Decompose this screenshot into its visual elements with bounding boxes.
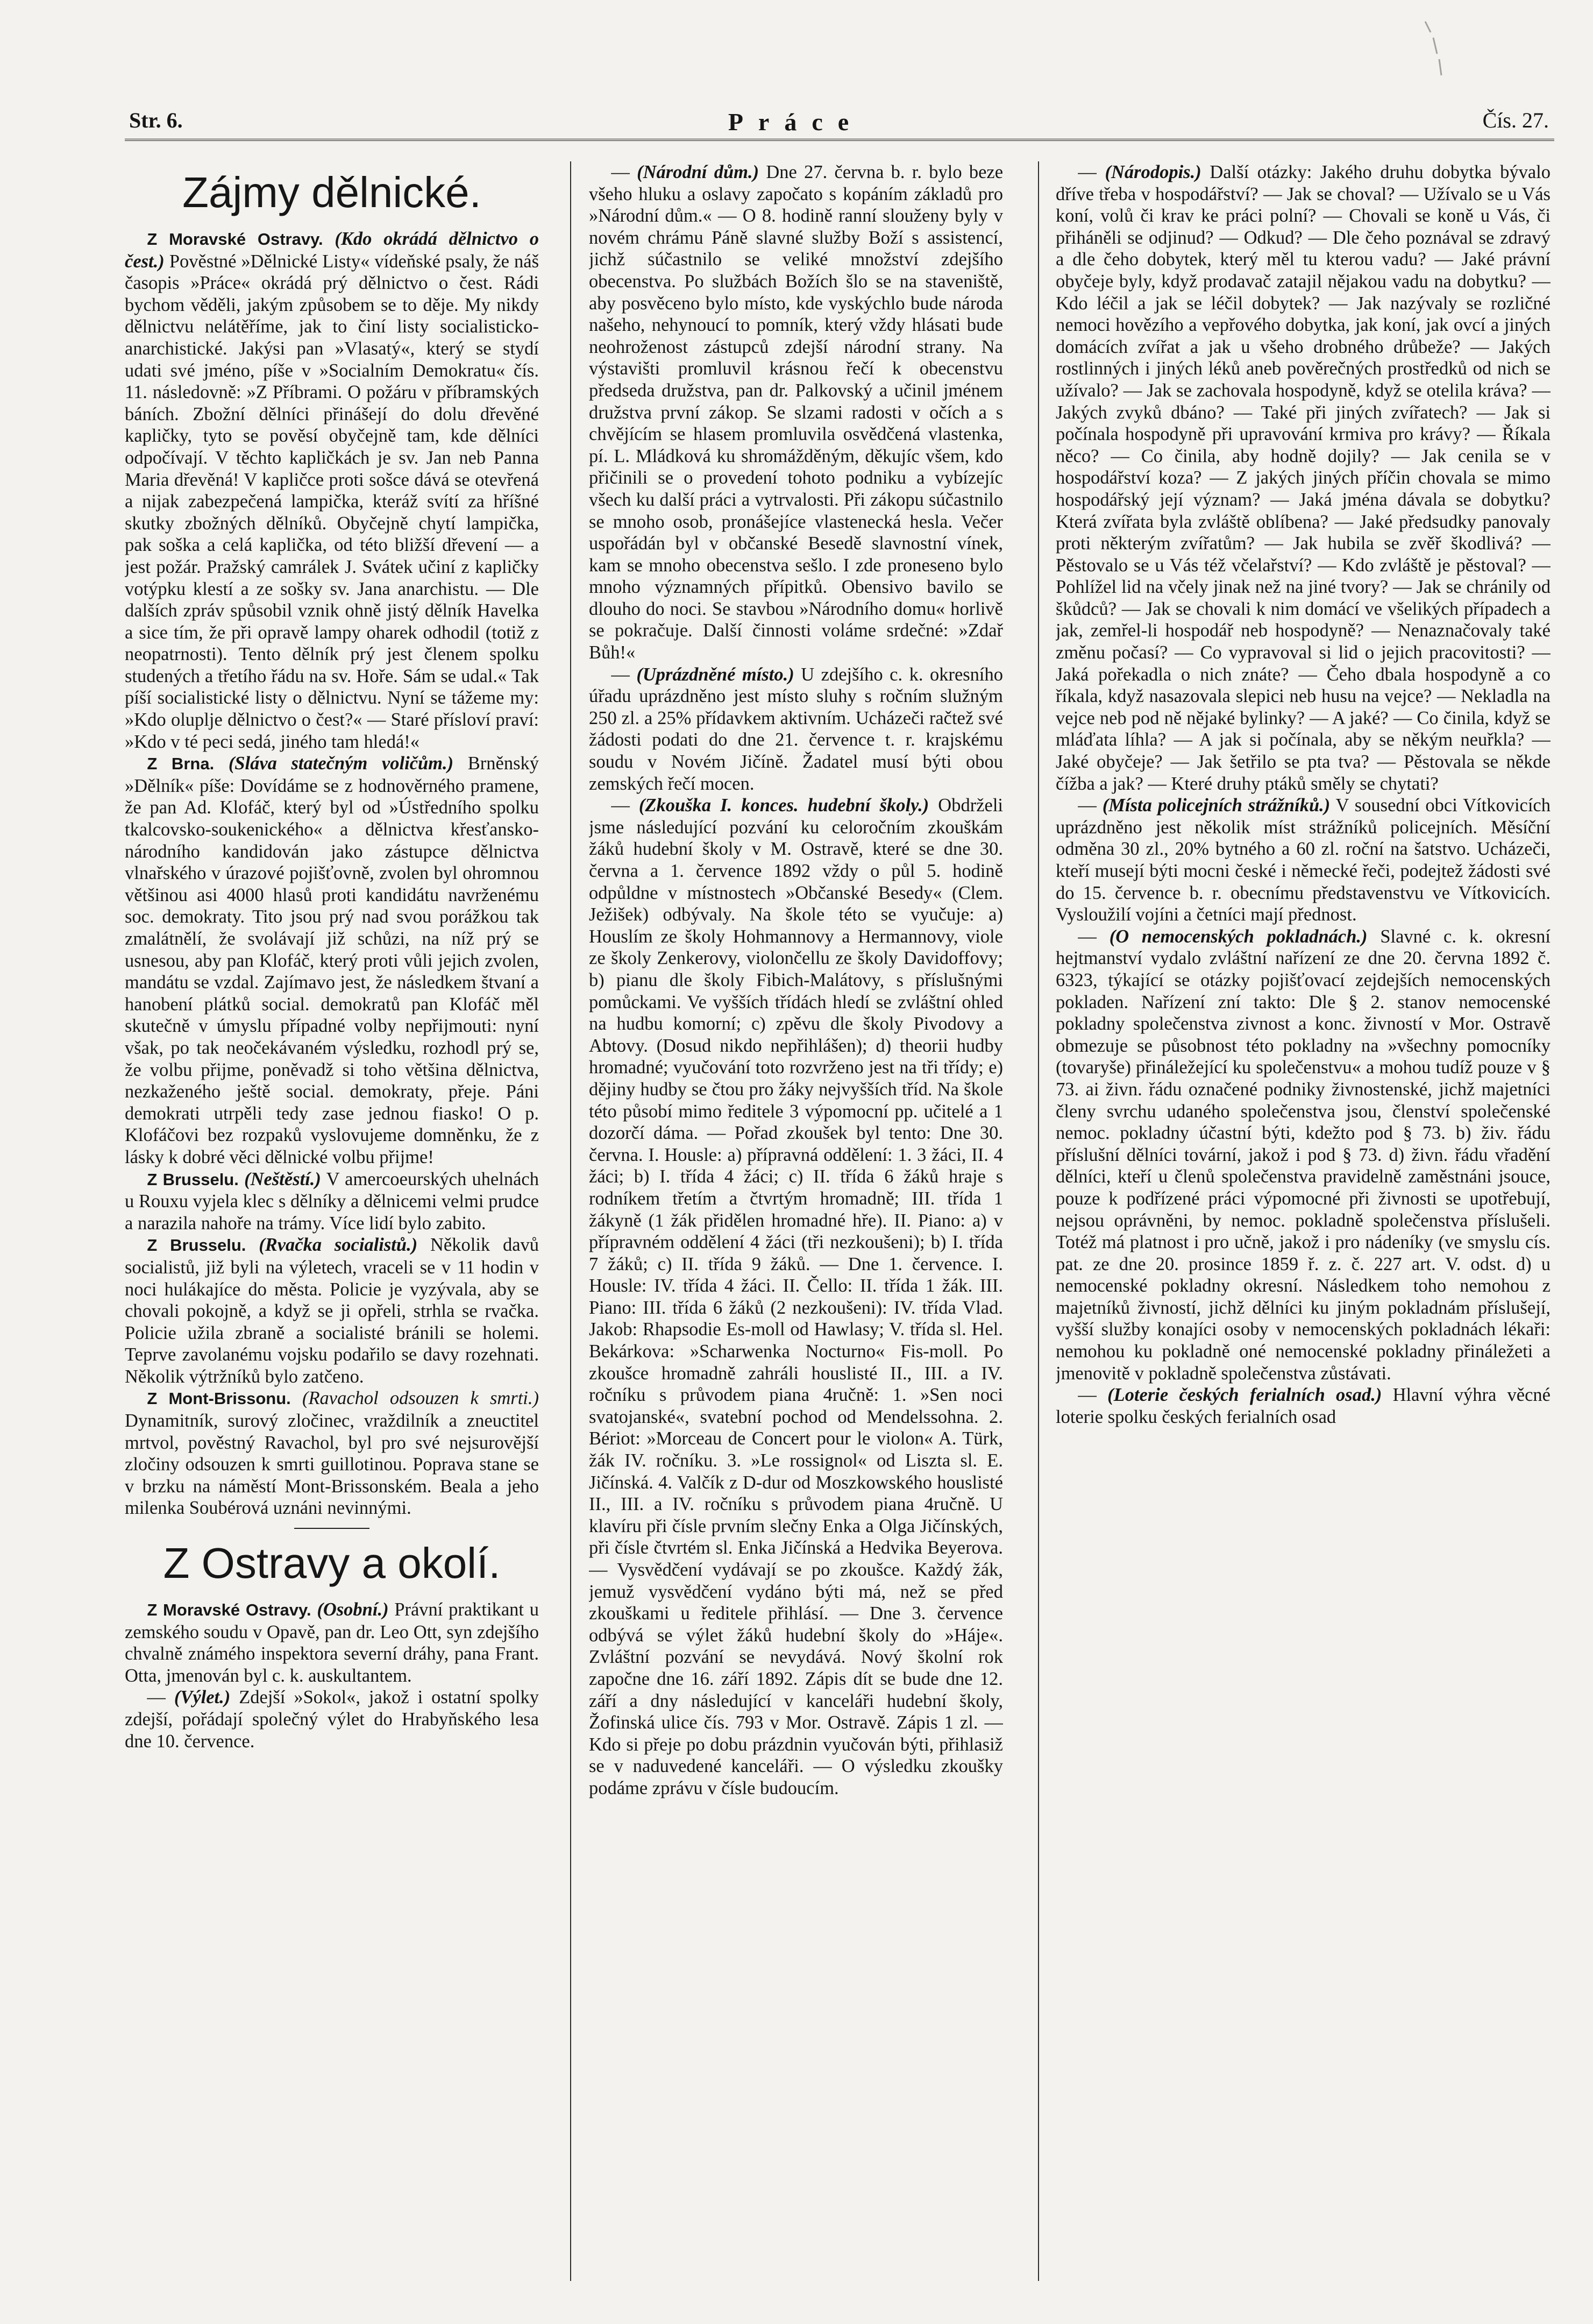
column-divider-2 [1038,161,1039,2281]
article-mont-brisson: Z Mont-Brissonu. (Ravachol odsouzen k smrti.) Dynamitník, surový zločinec, vraždilník a zneuctitel mrtvol, pověstný Ravachol, byl pro své nejsurovější zločiny odsouzen k smrti guillotinou. Poprava stane se v brzku na náměstí Mont-Brissonském. Beala a jeho milenka Soubérová uznáni nevinnými. [125,1388,539,1519]
article-narodopis: — (Národopis.) Další otázky: Jakého druhu dobytka bývalo dříve třeba v hospodářství? — Jak se choval? — Užívalo se u Vás koní, volů či krav ke práci polní? — Chovali se koně u Vás, či přiháněli se odjinud? — Odkud? — Dle čeho poznával se zdravý a dle čeho dobytek, který měl tu kterou vadu? — Jaké právní obyčeje byly, když prodavač zatajil nějakou vadu na dobytku? — Kdo léčil a jak se léčil dobytek? — Jak nazývaly se rozličné nemoci hovězího a vepřového dobytka, jak koní, jak ovcí a jiných domácích zvířat a jak u všeho drobného drůbeže? — Jakých rostlinných i jiných léků aneb pověrečných prostředků od nich se užívalo? — Jak se zachovala hospodyně, když se otelila kráva? — Jakých zvyků dbáno? — Také při jiných zvířatech? — Jak si počínala hospodyně při upravování krmiva pro krávy? — Říkala něco? — Co činila, aby hodně dojily? — Jak cenila se v hospodářství koza? — Z jakých jiných příčin chovala se mimo hospodářský její význam? — Jaká jména dávala se dobytku? Která zvířata byla zvláště oblíbena? — Jaké předsudky panovaly proti některým zvířatům? — Jak hubila se zvěř škodlivá? — Pěstovalo se u Vás též včelařství? — Kdo zvláště je pěstoval? — Pohlížel lid na včely jinak než na jiné tvory? — Jak se chránily od škůdců? — Jak se chovali k nim domácí ve všelikých případech a jak, zemřel-li hospodář neb hospodyně? — Nenaznačovaly také změnu počasí? — Co vypravoval si lid o jejich pracovitosti? — Jaká pořekadla o nich znáte? — Čeho dbala hospodyně a co říkala, když nasazovala slepici neb husu na vejce? — Nekladla na vejce neb pod ně nějaké bylinky? — A jaké? — Co činila, když se mláďata líhla? — A jak si počínala, aby se někým neuřkla? — Jaké obyčeje? — Jak šetřilo se pta tva? — Pěstovala se někde čížba a jak? — Které druhy ptáků směly se chytati? [1056,162,1551,794]
article-loterie: — (Loterie českých ferialních osad.) Hlavní výhra věcné loterie spolku českých ferialních osad [1056,1385,1551,1427]
newspaper-title: Práce [728,108,864,136]
article-uprazdnene-misto: — (Uprázdněné místo.) U zdejšího c. k. okresního úřadu uprázdněno jest místo sluhy s ročním služným 250 zl. a 25% přídavkem aktivním. Ucházeči račtež své žádosti podati do dne 21. července t. r. krajskému soudu v Novém Jičíně. Žadatel musí býti obou zemských řečí mocen. [589,664,1003,794]
article-brussel-1: Z Brusselu. (Neštěstí.) V amercoeurských uhelnách u Rouxu vyjela klec s dělníky a dělnicemi velmi prudce a narazila nahoře na trámy. Více lidí bylo zabito. [125,1168,539,1234]
article-narodni-dum: — (Národní dům.) Dne 27. června b. r. bylo beze všeho hluku a oslavy započato s kopáním základů pro »Národní dům.« — O 8. hodině ranní slouženy byly v novém chrámu Páně slavné služby Boží s assistencí, jichž súčastnilo se veliké množství zdejšího obecenstva. Po službách Božích šlo se na staveniště, aby posvěceno bylo místo, kde vyskýchlo bude národa našeho, nehynoucí to pomník, který vždy hlásati bude neohroženost zástupců zdejší národní strany. Na výstavišti promluvil krásnou řečí k obecenstvu předseda družstva, pan dr. Palkovský a učinil jménem družstva první zákop. Se slzami radosti v očích a s chvějícím se hlasem promluvila osvědčená vlastenka, pí. L. Mládková ku shromážděným, děkujíc všem, kdo přičinili se o provedení tohoto podniku a vybízejíc všech ku další práci a vytrvalosti. Při zákopu súčastnilo se mnoho osob, pronášejíce vlastenecká hesla. Večer uspořádán byl v občanské Besedě slavnostní vínek, kam se mnoho obecenstva sešlo. I zde proneseno bylo mnoho významných přípitků. Obensivo bavilo se dlouho do noci. Se stavbou »Národního domu« horlivě se pokračuje. Další činnosti voláme srdečné: »Zdař Bůh!« [589,162,1003,663]
column-2 [589,161,1003,2281]
article-vylet: — (Výlet.) Zdejší »Sokol«, jakož i ostatní spolky zdejší, pořádají společný výlet do Hrabyňského lesa dne 10. července. [125,1687,539,1752]
column-3 [1056,161,1551,2281]
scan-smudge-decoration [1420,16,1452,81]
section-end-rule [294,1528,369,1529]
article-nemocenske-pokladny: — (O nemocenských pokladnách.) Slavné c. k. okresní hejtmanství vydalo zvláštní nařízení ze dne 20. června 1892 č. 6323, týkající se otázky pojišťovací zejdejších nemocenských pokladen. Nařízení zní takto: Dle § 2. stanov nemocenské pokladny společenstva zivnost a konc. živností v Mor. Ostravě obmezuje se působnost této pokladny na »všechny pomocníky (tovaryše) přináležející ku společenstvu« a mohou tudíž pouze v § 73. ai živn. řádu označené podniky živnostenské, jichž majetníci členy svrchu udaného společenstva jsou, členství společenské nemoc. pokladny účastní býti, kdežto pod § 73. b) živ. řádu příslušní dělníci tovární, jakož i pod § 73. d) živn. řádu vřadění dělníci, kteří u členů společenstva pravidelně zaměstnáni jsouce, pouze k podřízené práci výpomocné při živnosti se upotřebují, nejsou oprávněni, by nemoc. pokladně společenstva příslušeli. Totéž má platnost i pro učně, jakož i pro nádeníky (ve smyslu cís. pat. ze dne 20. prosince 1859 ř. z. č. 227 art. V. odst. d) u nemocenské pokladny okresní. Následkem toho nemohou z majetníků živností, jichž dělníci ku jiným pokladnám příslušejí, vyšší služby konajíci osoby v nemocenských pokladnách lékaři: nemohou ku pokladně oné nemocenské pokladny přináležeti a jmenovitě v pokladně společenstva zůstávati. [1056,926,1551,1384]
section-title-ostrava: Z Ostravy a okolí. [163,1539,501,1588]
article-moravska-ostrava: Z Moravské Ostravy. (Kdo okrádá dělnictvo o čest.) Pověstné »Dělnické Listy« vídeňské psaly, že náš časopis »Práce« okrádá prý dělnictvo o čest. Rádi bychom věděli, jakým způsobem se to děje. My nikdy dělnictvu nelátěříme, jak to činí listy socialisticko-anarchistické. Jakýsi pan »Vlasatý«, který se stydí udati své jméno, píše v »Socialním Demokratu« čís. 11. následovně: »Z Příbrami. O požáru v příbramských báních. Zbožní dělníci přinášejí do dolu dřevěné kapličky, tyto se pověsí obyčejně tam, kde dělníci odpočívají. V těchto kapličkách je sv. Jan neb Panna Maria dřevěná! V kapličce proti sošce dává se otevřená a nijak zabezpečená lampička, kteráž svítí za hříšné skutky zbožných dělníků. Obyčejně chytí lampička, pak soška a celá kaplička, od této bližší dřevení — a jest požár. Pražský camrálek J. Svátek učiní z kapličky votýpku klestí a ze sošky sv. Jana anarchistu. — Dle dalších zpráv spůsobil vznik ohně jistý dělník Havelka a sice tím, že při opravě lampy oharek odhodil (totiž z neopatrnosti). Tento dělník prý jest členem spolku studených a třetího řádu na sv. Hoře. Sám se udal.« Tak píší socialistické listy o dělnictvu. Nyní se tážeme my: »Kdo oluplje dělnictvo o čest?« — Staré přísloví praví: »Kdo v té peci sedá, jiného tam hledá!« [125,229,539,752]
section-title-zajmy: Zájmy dělnické. [182,168,481,216]
column-1 [125,161,539,2281]
article-brussel-2: Z Brusselu. (Rvačka socialistů.) Několik davů socialistů, již byli na výletech, vraceli se v 11 hodin v noci hulákajíce do města. Policie je vyzývala, aby se chovali pokojně, a když se ji opřeli, strhla se rvačka. Policie užila zbraně a socialisté bránili se holemi. Teprve zavolanému vojsku podařilo se davy rozehnati. Několik výtržníků bylo zatčeno. [125,1235,539,1387]
header-rule [125,139,1554,141]
page-number-label: Str. 6. [129,108,183,132]
article-mista-straznika: — (Místa policejních strážníků.) V sousední obci Vítkovicích uprázdněno jest několik míst strážníků policejních. Měsíční odměna 30 zl., 20% bytného a 60 zl. roční na šatstvo. Ucházeči, kteří musejí býti mocni české i německé řeči, podejtež žádosti své do 15. července b. r. obecnímu představenstvu ve Vítkovicích. Vysloužilí vojíni a četníci mají přednost. [1056,795,1551,925]
issue-number: Čís. 27. [1482,108,1549,132]
article-osobni: Z Moravské Ostravy. (Osobní.) Právní praktikant u zemského soudu v Opavě, pan dr. Leo Ott, syn zdejšího chvalně známého inspektora severní dráhy, pana Frant. Otta, jmenován byl c. k. auskultantem. [125,1599,539,1686]
article-brno: Z Brna. (Sláva statečným voličům.) Brněnský »Dělník« píše: Dovídáme se z hodnověrného pramene, že pan Ad. Klofáč, který byl od »Ústředního spolku tkalcovsko-soukenického« a dělnictva křesťansko-národního kandidován jako zástupce dělnictva vlnařského v úrazové pojišťovně, zvolen byl ohromnou většinou asi 4000 hlasů proti kandidátu navrženému soc. demokraty. Tito jsou prý nad svou porážkou tak zmalátnělí, že svolávají již schůzi, na níž prý se usnesou, aby pan Klofáč, který proti vůli jejich zvolen, mandátu se vzdal. Zajímavo jest, že následkem štvaní a hanobení plátků social. demokratů pan Klofáč měl skutečně v úmyslu případné volby nepřijmouti: nyní však, po tak neočekávaném výsledku, rozhodl prý se, že volbu přijme, poněvadž si toho většina dělnictva, nezkaženého ještě social. demokraty, přeje. Páni demokrati utrpěli tedy zase jednou fiasko! O p. Klofáčovi bez rozpaků vyslovujeme domněnku, že z lásky k dobré věci dělnické volbu přijme! [125,753,539,1167]
article-zkouska-hudebni-skoly: — (Zkouška I. konces. hudební školy.) Obdrželi jsme následující pozvání ku celoročním zkouškám žáků hudební školy v M. Ostravě, které se dne 30. června a 1. července 1892 vždy o půl 5. hodině odpůldne v místnostech »Občanské Besedy« (Clem. Ježišek) odbývaly. Na škole této se vyučuje: a) Houslím ze školy Hohmannovy a Hermannovy, viole ze školy Zenkerovy, violončellu ze školy Davidoffovy; b) pianu dle školy Fibich-Malátovy, s příslušnými pomůckami. Ve vyšších třídách hledí se zvláštní ohled na hudbu komorní; c) zpěvu dle školy Pivodovy a Abtovy. (Dosud nikdo nepřihlášen); d) theorii hudby hromadné; vyučování toto rozvrženo jest na tři třídy; e) dějiny hudby se čtou pro žáky nejvyšších tříd. Na škole této působí mimo ředitele 3 výpomocní pp. učitelé a 1 dozorčí dáma. — Pořad zkoušek byl tento: Dne 30. června. I. Housle: a) přípravná oddělení: 1. 3 žáci, II. 4 žáci; b) I. třída 4 žáci; c) II. třída 6 žáků hraje s rodníkem třetím a čtvrtým hromadně; III. třída 1 žákyně (1 žák přidělen hromadné hře). II. Piano: a) v přípravném oddělení 4 žáci (tři nezkoušeni); b) I. třída 7 žáků; c) II. třída 9 žáků. — Dne 1. července. I. Housle: IV. třída 4 žáci. II. Čello: II. třída 1 žák. III. Piano: III. třída 6 žáků (2 nezkoušeni): IV. třída Vlad. Jakob: Rhapsodie Es-moll od Hawlasy; V. třída sl. Hel. Bekárkova: »Scharwenka Nocturno« Fis-moll. Po zkoušce hromadně zahráli houslisté II., III. a IV. ročníku s průvodem piana 4ručně: 1. »Sen noci svatojanské«, svatební pochod od Mendelssohna. 2. Bériot: »Morceau de Concert pour le violon« A. Türk, žák IV. ročníku. 3. »Le rossignol« od Liszta sl. E. Jičínská. 4. Valčík z D-dur od Moszkowského houslisté II., III. a IV. ročníku s průvodem piana 4ručně. U klavíru při čísle prvním slečny Enka a Olga Jičínských, při čísle čtvrtém sl. Enka Jičínská a Hedvika Beyerova. — Vysvědčení vydávají se po zkoušce. Každý žák, jemuž vysvědčení vydáno býti má, než se před zkouškami u ředitele přihlásí. — Dne 3. července odbývá se výlet žáků hudební školy do »Háje«. Zvláštní pozvání se nevydává. Nový školní rok započne dne 16. září 1892. Zápis dít se bude dne 12. září a dny následující v kanceláři hudební školy, Žofinská ulice čís. 793 v Mor. Ostravě. Zápis 1 zl. — Kdo si přeje po dobu prázdnin vyučován býti, přihlasiž se v naduvedené kanceláři. — O výsledku zkoušky podáme zprávu v čísle budoucím. [589,795,1003,1798]
column-divider-1 [570,161,571,2281]
